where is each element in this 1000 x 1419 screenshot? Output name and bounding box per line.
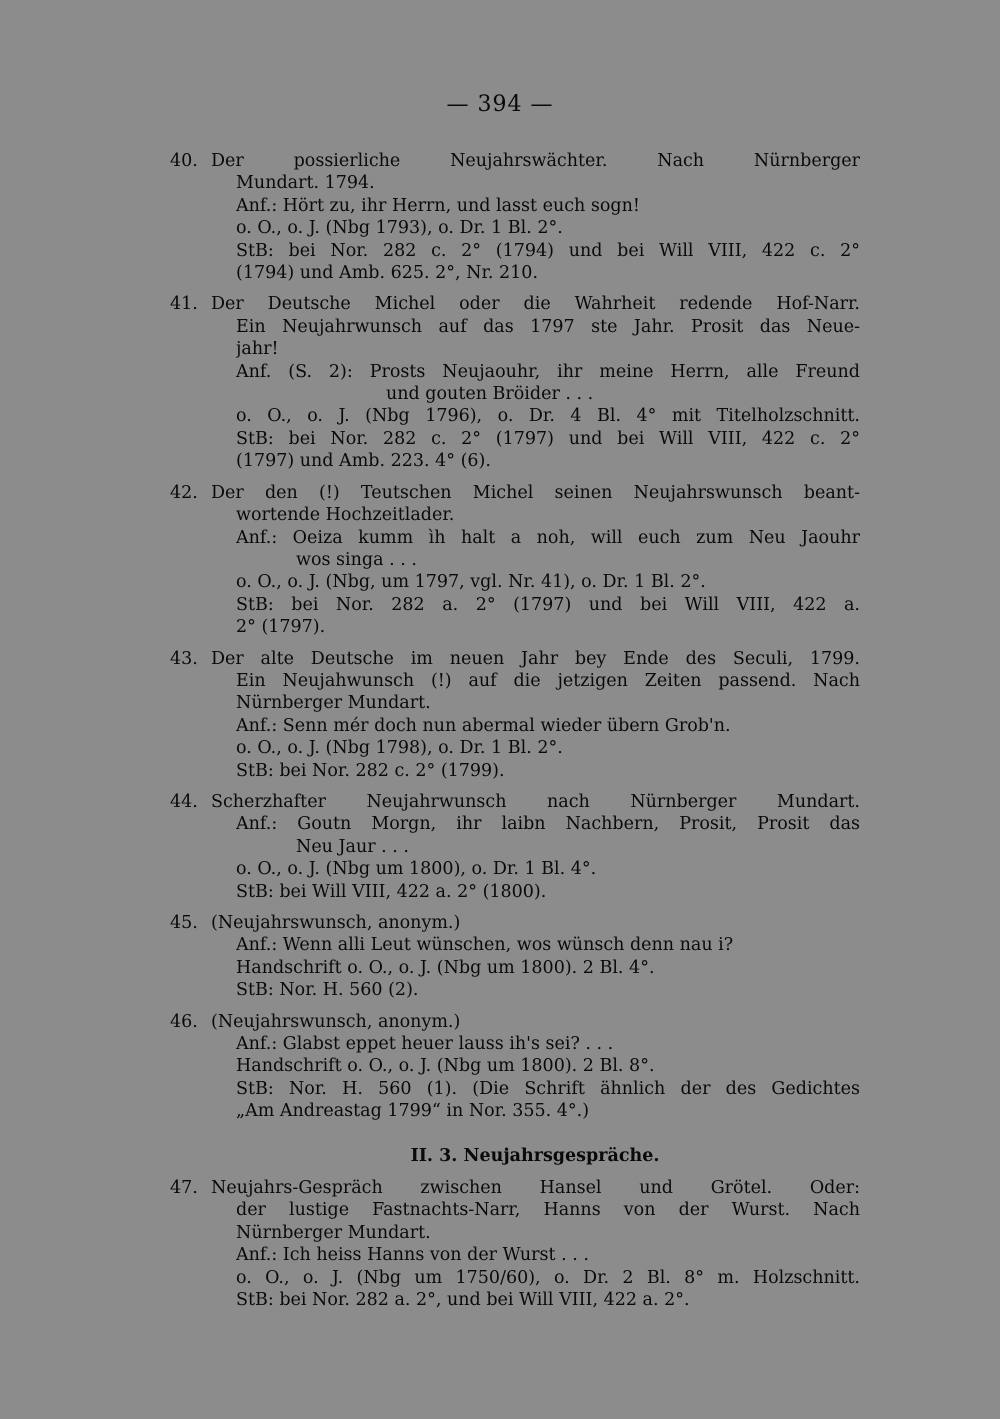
entry-46 [170, 1011, 860, 1123]
incipit-line: Anf.: Wenn alli Leut wünschen, wos wünsch denn nau i? [236, 935, 734, 956]
entry-number: 44. [170, 791, 198, 812]
entry-title-line: Der possierliche Neujahrswächter. Nach Nürnberger [211, 151, 860, 171]
bibliography-list [170, 150, 860, 1321]
imprint-line: Handschrift o. O., o. J. (Nbg um 1800). 2 Bl. 4°. [236, 957, 655, 978]
entry-42 [170, 482, 860, 639]
location-line: StB: bei Nor. 282 c. 2° (1794) und bei Will VIII, 422 c. 2° [236, 240, 860, 261]
location-line: StB: bei Nor. 282 a. 2° (1797) und bei Will VIII, 422 a. [236, 594, 860, 615]
location-line: (1794) und Amb. 625. 2°, Nr. 210. [236, 263, 539, 284]
entry-number: 42. [170, 482, 198, 503]
location-line: StB: bei Will VIII, 422 a. 2° (1800). [236, 881, 547, 902]
entry-title-line: jahr! [236, 339, 279, 360]
imprint-line: o. O., o. J. (Nbg 1798), o. Dr. 1 Bl. 2°. [236, 738, 563, 759]
section-heading: II. 3. Neujahrsgespräche. [410, 1145, 660, 1166]
incipit-line: Anf. (S. 2): Prosts Neujaouhr, ihr meine Herrn, alle Freund [236, 361, 860, 382]
entry-title-line: Ein Neujahrwunsch auf das 1797 ste Jahr. Prosit das Neue- [236, 316, 860, 337]
location-line: StB: bei Nor. 282 c. 2° (1797) und bei Will VIII, 422 c. 2° [236, 428, 860, 449]
entry-40 [170, 150, 860, 284]
entry-title-line: (Neujahrswunsch, anonym.) [211, 913, 461, 933]
imprint-line: o. O., o. J. (Nbg 1796), o. Dr. 4 Bl. 4° mit Titelholzschnitt. [236, 406, 860, 427]
imprint-line: o. O., o. J. (Nbg, um 1797, vgl. Nr. 41), o. Dr. 1 Bl. 2°. [236, 572, 706, 593]
location-line: StB: Nor. H. 560 (2). [236, 980, 419, 1001]
entry-title-line: Mundart. 1794. [236, 173, 375, 194]
entry-title-line: Nürnberger Mundart. [236, 1222, 431, 1243]
entry-title-line: Der alte Deutsche im neuen Jahr bey Ende des Seculi, 1799. [211, 648, 860, 669]
location-line: StB: bei Nor. 282 c. 2° (1799). [236, 760, 505, 781]
incipit-line: Anf.: Glabst eppet heuer lauss ih's sei? . . . [236, 1034, 614, 1055]
imprint-line: Handschrift o. O., o. J. (Nbg um 1800). 2 Bl. 8°. [236, 1056, 655, 1077]
incipit-line: Anf.: Ich heiss Hanns von der Wurst . . . [236, 1245, 589, 1266]
incipit-line: Anf.: Goutn Morgn, ihr laibn Nachbern, Prosit, Prosit das [236, 814, 860, 835]
entry-44 [170, 791, 860, 903]
entry-number: 43. [170, 648, 198, 669]
location-line: 2° (1797). [236, 617, 326, 638]
page-number: — 394 — [446, 92, 554, 117]
entry-47 [170, 1177, 860, 1311]
incipit-line: Anf.: Oeiza kumm ìh halt a noh, will euch zum Neu Jaouhr [236, 527, 860, 548]
entry-title-line: wortende Hochzeitlader. [236, 505, 455, 526]
incipit-line: Anf.: Hört zu, ihr Herrn, und lasst euch sogn! [236, 195, 640, 216]
location-line: „Am Andreastag 1799“ in Nor. 355. 4°.) [236, 1101, 590, 1122]
entry-title-line: der lustige Fastnachts-Narr, Hanns von der Wurst. Nach [236, 1200, 860, 1221]
entry-number: 47. [170, 1178, 198, 1199]
incipit-line: Anf.: Senn mér doch nun abermal wieder übern Grob'n. [236, 715, 731, 736]
entry-43 [170, 648, 860, 782]
entry-title-line: Scherzhafter Neujahrwunsch nach Nürnberger Mundart. [211, 791, 860, 812]
entry-title-line: Neujahrs-Gespräch zwischen Hansel und Grötel. Oder: [211, 1178, 860, 1199]
imprint-line: o. O., o. J. (Nbg um 1800), o. Dr. 1 Bl. 4°. [236, 859, 597, 880]
location-line: StB: Nor. H. 560 (1). (Die Schrift ähnlich der des Gedichtes [236, 1078, 860, 1099]
incipit-line: Neu Jaur . . . [296, 836, 409, 857]
entry-number: 40. [170, 151, 198, 171]
incipit-line: wos singa . . . [296, 549, 417, 570]
entry-45 [170, 912, 860, 1002]
entry-title-line: Der Deutsche Michel oder die Wahrheit redende Hof-Narr. [211, 294, 860, 315]
entry-number: 41. [170, 294, 198, 315]
entry-number: 46. [170, 1011, 198, 1032]
entry-title-line: Nürnberger Mundart. [236, 693, 431, 714]
imprint-line: o. O., o. J. (Nbg um 1750/60), o. Dr. 2 Bl. 8° m. Holzschnitt. [236, 1267, 860, 1288]
entry-41 [170, 293, 860, 472]
entry-number: 45. [170, 913, 198, 933]
entry-title-line: Der den (!) Teutschen Michel seinen Neujahrswunsch beant- [211, 482, 860, 503]
location-line: StB: bei Nor. 282 a. 2°, und bei Will VIII, 422 a. 2°. [236, 1290, 690, 1311]
entry-title-line: Ein Neujahwunsch (!) auf die jetzigen Zeiten passend. Nach [236, 670, 860, 691]
incipit-line: und gouten Bröider . . . [386, 384, 594, 405]
entry-title-line: (Neujahrswunsch, anonym.) [211, 1011, 461, 1032]
imprint-line: o. O., o. J. (Nbg 1793), o. Dr. 1 Bl. 2°. [236, 218, 563, 239]
location-line: (1797) und Amb. 223. 4° (6). [236, 451, 491, 472]
